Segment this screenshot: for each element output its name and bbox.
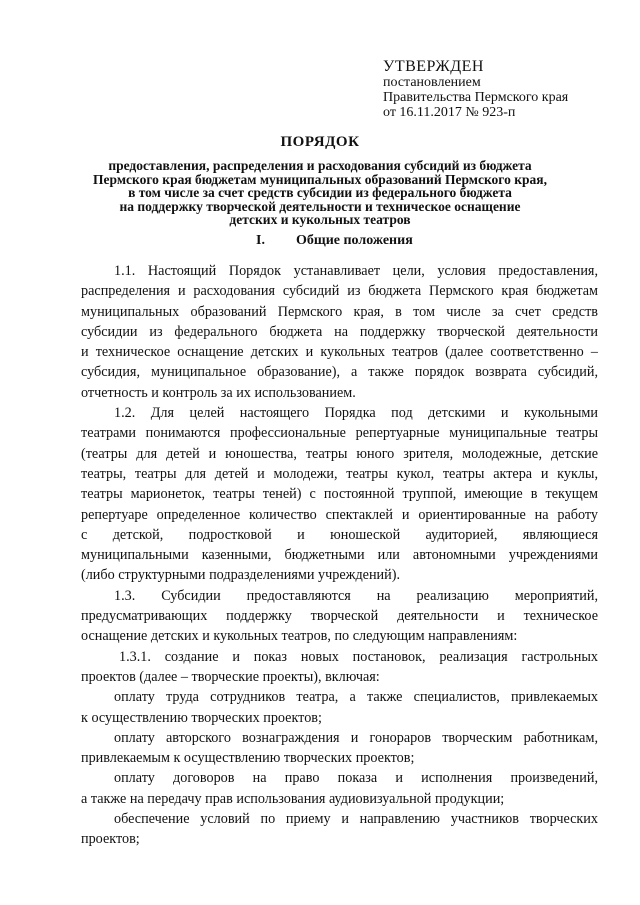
text-line: оплату договоров на право показа и исполнения произведений, (114, 770, 598, 787)
text-line: 1.1. Настоящий Порядок устанавливает цели, условия предоставления, (114, 263, 598, 279)
text-line: проектов; (81, 831, 140, 848)
text-line: и техническое оснащение детских и кукольных театров (далее соответственно – (81, 344, 598, 361)
text-line: субсидия, муниципальное образование), а также порядок возврата субсидий, (81, 364, 598, 381)
text-line: 1.2. Для целей настоящего Порядка под детскими и кукольными (114, 405, 598, 422)
subtitle-line: Пермского края бюджетам муниципальных образований Пермского края, (93, 171, 547, 187)
text-line: оплату труда сотрудников театра, а также специалистов, привлекаемых (114, 689, 598, 706)
approval-line: Правительства Пермского края (383, 90, 569, 105)
text-line: субсидии из федерального бюджета на поддержку творческой деятельности (81, 323, 598, 340)
text-line: оплату авторского вознаграждения и гонораров творческим работникам, (114, 729, 598, 746)
approval-stamp (383, 58, 623, 120)
section-number: I. (256, 233, 265, 248)
approval-line: постановлением (383, 75, 481, 90)
text-line: театры, театры для детей и молодежи, театры кукол, театры актера и куклы, (81, 465, 598, 482)
text-line: отчетность и контроль за их использованием. (81, 384, 356, 401)
text-line: театрами понимаются профессиональные репертуарные муниципальные театры (81, 425, 598, 442)
section-name: Общие положения (296, 233, 413, 248)
subtitle-line: в том числе за счет средств субсидии из федерального бюджета (128, 185, 512, 200)
approval-title: УТВЕРЖДЕН (383, 58, 484, 75)
text-line: распределения и расходования субсидий из бюджета Пермского края бюджетам (81, 283, 598, 300)
subtitle-line: детских и кукольных театров (229, 212, 411, 227)
text-line: предусматривающих поддержку творческой деятельности и техническое (81, 608, 598, 625)
document-subtitle (70, 159, 570, 227)
subtitle-line: предоставления, распределения и расходования субсидий из бюджета (108, 158, 532, 173)
text-line: а также на передачу прав использования аудиовизуальной продукции; (81, 790, 505, 807)
text-line: репертуаре определенное количество спектаклей и ориентированные на работу (81, 506, 598, 523)
text-line: 1.3.1. создание и показ новых постановок, реализация гастрольных (119, 648, 598, 665)
text-line: привлекаемым к осуществлению творческих проектов; (81, 750, 415, 767)
text-line: с детской, подростковой и юношеской аудиторией, являющиеся (81, 526, 598, 543)
approval-line: от 16.11.2017 № 923-п (383, 105, 516, 120)
text-line: проектов (далее – творческие проекты), включая: (81, 668, 380, 685)
text-line: театры марионеток, театры теней) с постоянной труппой, имеющие в текущем (81, 486, 598, 503)
text-line: (театры для детей и юношества, театры юного зрителя, молодежные, детские (81, 445, 598, 462)
text-line: оснащение детских и кукольных театров, по следующим направлениям: (81, 628, 518, 645)
text-line: обеспечение условий по приему и направлению участников творческих (114, 811, 598, 828)
text-line: 1.3. Субсидии предоставляются на реализацию мероприятий, (114, 587, 598, 604)
text-line: муниципальных образований Пермского края, в том числе за счет средств (81, 303, 598, 320)
text-line: к осуществлению творческих проектов; (81, 709, 322, 726)
document-title: ПОРЯДОК (280, 134, 360, 150)
subtitle-line: на поддержку творческой деятельности и техническое оснащение (119, 198, 521, 214)
text-line: муниципальными казенными, бюджетными или автономными учреждениями (81, 547, 598, 564)
document-body (81, 261, 598, 850)
text-line: (либо структурными подразделениями учреждений). (81, 567, 401, 584)
